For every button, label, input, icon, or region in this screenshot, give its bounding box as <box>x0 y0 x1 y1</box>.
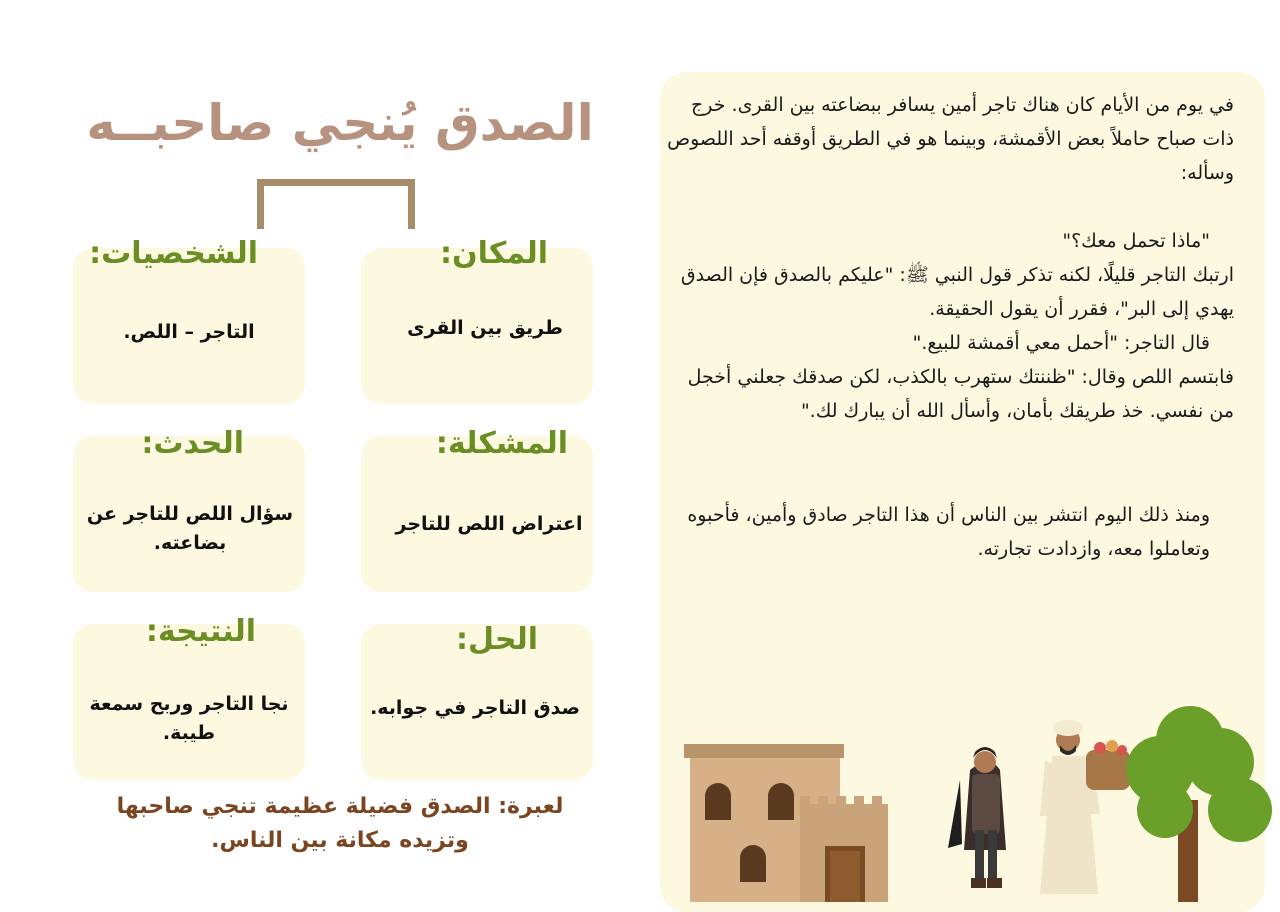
card-characters-body: التاجر – اللص. <box>123 321 255 343</box>
lesson-text: لعبرة: الصدق فضيلة عظيمة تنجي صاحبها وتزيده مكانة بين الناس. <box>116 794 564 853</box>
card-characters-title: الشخصيات: <box>89 236 258 271</box>
story-hesitation: ارتبك التاجر قليلًا، لكنه تذكر قول النبي ﷺ: "عليكم بالصدق فإن الصدق يهدي إلى البر"، فقرر أن يقول الحقيقة. <box>680 264 1234 320</box>
story-ending: ومنذ ذلك اليوم انتشر بين الناس أن هذا التاجر صادق وأمين، فأحبوه وتعاملوا معه، وازدادت تجارته. <box>687 504 1210 560</box>
card-event-body: سؤال اللص للتاجر عن بضاعته. <box>86 503 294 554</box>
story-answer: قال التاجر: "أحمل معي أقمشة للبيع." <box>912 332 1210 354</box>
story-text <box>664 88 1234 566</box>
card-solution-body: صدق التاجر في جوابه. <box>370 697 580 719</box>
tree-illustration <box>1126 706 1272 902</box>
title-connector <box>257 179 415 229</box>
house-illustration <box>684 744 888 902</box>
story-intro: في يوم من الأيام كان هناك تاجر أمين يسافر ببضاعته بين القرى. خرج ذات صباح حاملاً بعض الأقمشة، وبينما هو في الطريق أوقفه أحد اللصوص وسأله: <box>667 94 1234 184</box>
card-problem-body: اعتراض اللص للتاجر <box>395 513 583 535</box>
merchant-illustration <box>1040 720 1130 894</box>
card-result-body: نجا التاجر وربح سمعة طيبة. <box>89 693 289 744</box>
story-thief-reply: فابتسم اللص وقال: "ظننتك ستهرب بالكذب، لكن صدقك جعلني أخجل من نفسي. خذ طريقك بأمان، وأسأل الله أن يبارك لك." <box>687 366 1234 422</box>
story-illustration <box>660 700 1280 902</box>
card-place-body: طريق بين القرى <box>407 317 563 339</box>
thief-illustration <box>948 747 1006 888</box>
page-title: الصدق يُنجي صاحبــه <box>86 94 594 152</box>
story-question: "ماذا تحمل معك؟" <box>1062 230 1210 252</box>
card-place-title: المكان: <box>440 236 548 271</box>
card-event-title: الحدث: <box>141 426 244 461</box>
card-problem-title: المشكلة: <box>435 426 568 461</box>
card-result-title: النتيجة: <box>145 614 256 649</box>
card-solution-title: الحل: <box>456 622 538 657</box>
